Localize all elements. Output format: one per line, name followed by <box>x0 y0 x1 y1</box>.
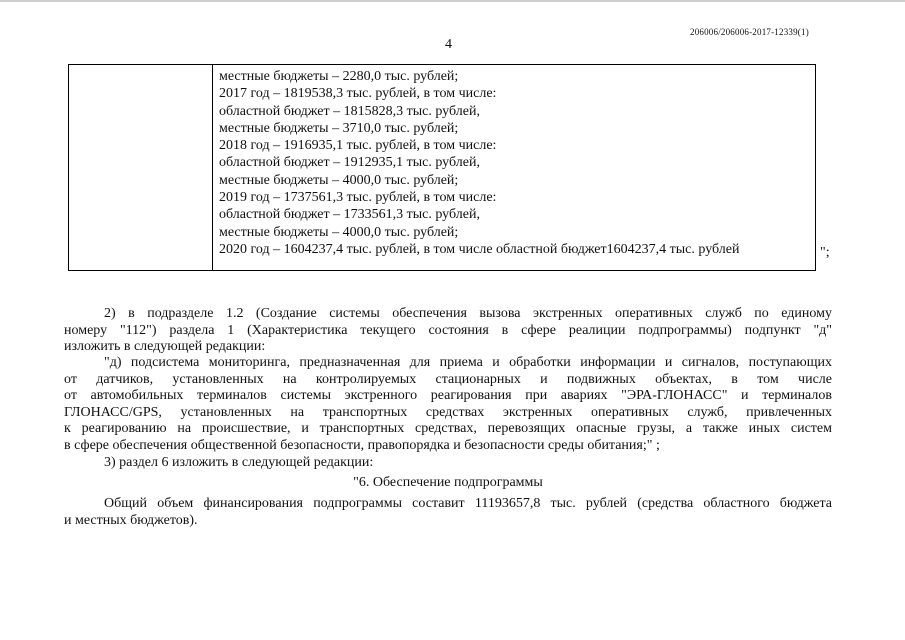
table-line: областной бюджет – 1733561,3 тыс. рублей, <box>219 207 480 223</box>
closing-quote: "; <box>820 245 830 260</box>
text-line: к реагированию на происшествие, и транспортных средствах, перевозящих опасные грузы, а также иных систем <box>64 421 832 436</box>
table-cell-text <box>219 68 739 258</box>
table-line: 2019 год – 1737561,3 тыс. рублей, в том числе: <box>219 190 497 206</box>
table-line: местные бюджеты – 4000,0 тыс. рублей; <box>219 224 459 240</box>
text-line: от автомобильных терминалов системы экстренного реагирования при авариях "ЭРА-ГЛОНАСС" и терминалов <box>64 388 832 403</box>
paragraph-3 <box>64 455 832 472</box>
text-line: изложить в следующей редакции: <box>64 339 266 354</box>
text-line: 2) в подразделе 1.2 (Создание системы обеспечения вызова экстренных оперативных служб по единому <box>104 306 832 321</box>
paragraph-2 <box>64 306 832 356</box>
table-line: областной бюджет – 1815828,3 тыс. рублей, <box>219 103 480 119</box>
section-heading: "6. Обеспечение подпрограммы <box>353 475 543 490</box>
document-id: 206006/206006-2017-12339(1) <box>690 27 809 37</box>
text-line: ГЛОНАСС/GPS, установленных на транспортных средствах экстренных оперативных служб, привлеченных <box>64 404 832 420</box>
text-line: 3) раздел 6 изложить в следующей редакции: <box>104 455 374 470</box>
page-number: 4 <box>445 37 452 52</box>
subparagraph-d <box>64 355 832 454</box>
table-line: 2018 год – 1916935,1 тыс. рублей, в том числе: <box>219 138 497 154</box>
page-top-edge <box>0 0 905 2</box>
table-line: местные бюджеты – 3710,0 тыс. рублей; <box>219 120 459 136</box>
section-title <box>64 475 832 492</box>
table-line: местные бюджеты – 4000,0 тыс. рублей; <box>219 172 459 188</box>
text-line: и местных бюджетов). <box>64 512 198 528</box>
text-line: "д) подсистема мониторинга, предназначенная для приема и обработки информации и сигналов, поступающих <box>104 355 832 370</box>
table-line: 2017 год – 1819538,3 тыс. рублей, в том числе: <box>219 86 497 102</box>
table-column-divider <box>212 64 213 271</box>
table-line: областной бюджет – 1912935,1 тыс. рублей, <box>219 155 480 171</box>
text-line: от датчиков, установленных на контролируемых стационарных и подвижных объектах, в том числе <box>64 371 832 387</box>
text-line: Общий объем финансирования подпрограммы составит 11193657,8 тыс. рублей (средства областного бюджета <box>104 496 832 511</box>
financing-paragraph <box>64 496 832 529</box>
text-line: в сфере обеспечения общественной безопасности, правопорядка и безопасности среды обитания;" ; <box>64 437 660 453</box>
table-line: 2020 год – 1604237,4 тыс. рублей, в том числе областной бюджет1604237,4 тыс. рублей <box>219 241 740 257</box>
text-line: номеру "112") раздела 1 (Характеристика текущего состояния в сфере реалиции подпрограммы) подпункт "д" <box>64 322 832 338</box>
table-line: местные бюджеты – 2280,0 тыс. рублей; <box>219 69 459 84</box>
